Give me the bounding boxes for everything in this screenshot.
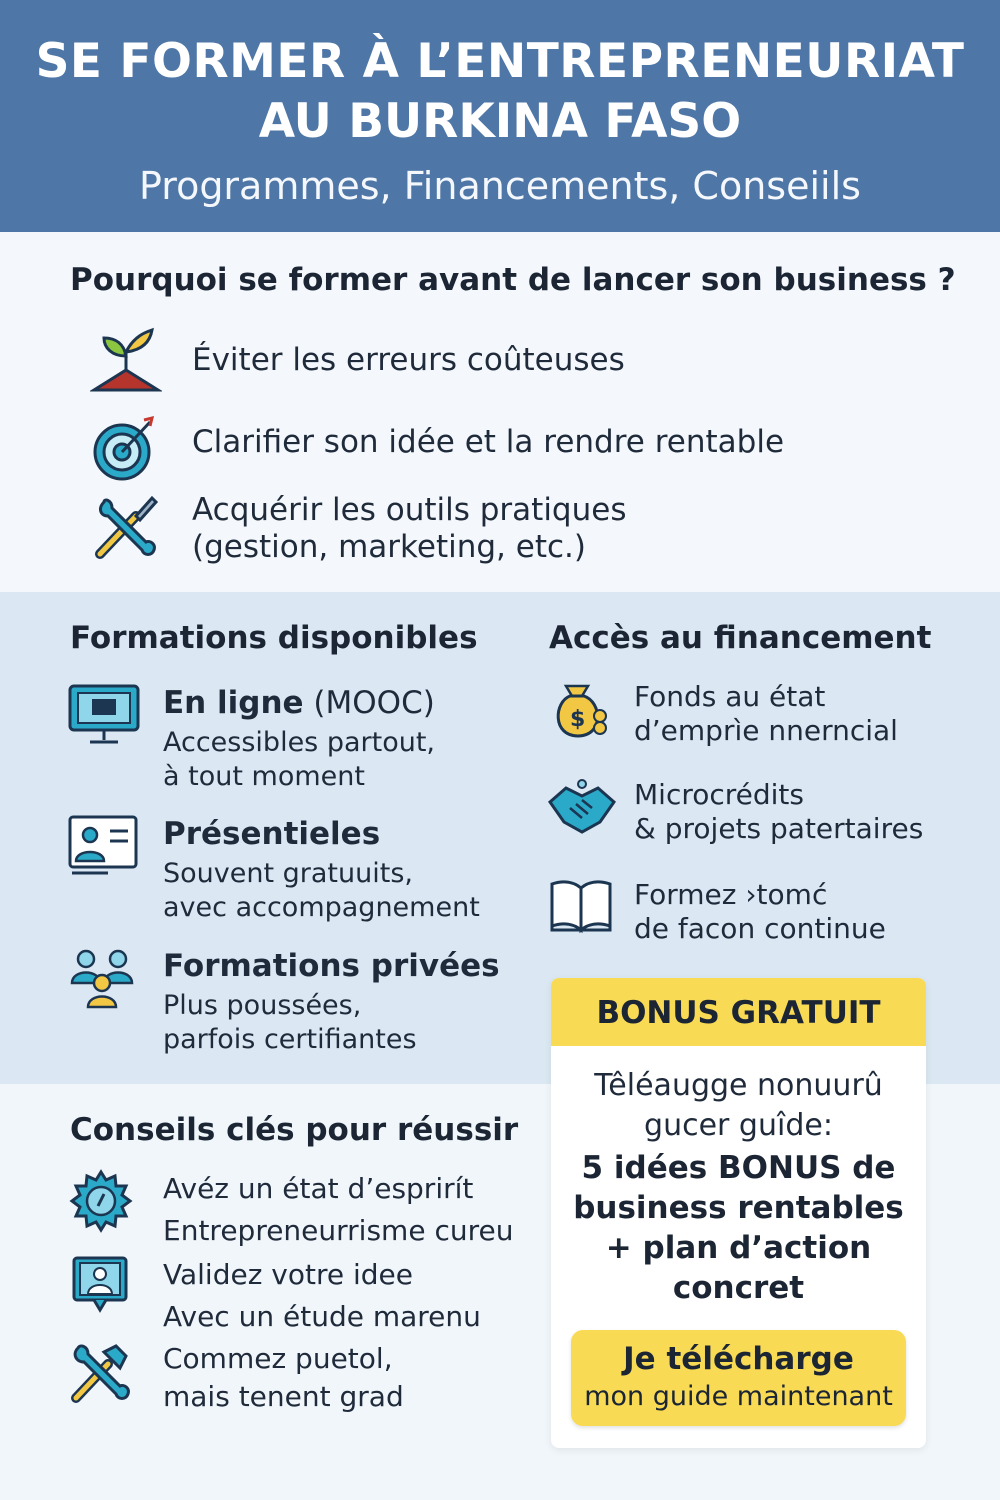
book-icon [548,878,618,944]
why-item-text [192,424,784,461]
download-guide-button[interactable] [571,1330,906,1426]
subtitle: Programmes, Financements, Conseiils [139,164,861,208]
formation-item-title [163,947,500,985]
why-item-text [192,492,626,566]
formation-desc-line: Souvent gratuuits, [163,858,413,889]
conseil-desc-line: Avec un étude marenu [163,1300,481,1333]
formation-desc-line: à tout moment [163,761,365,792]
svg-text:$: $ [570,707,586,732]
financement-desc-line: Formez ›tomć [634,878,828,911]
computer-icon [68,684,140,750]
formation-desc-line: Plus poussées, [163,990,362,1021]
why-title: Pourquoi se former avant de lancer son business ? [70,262,956,298]
bonus-card [551,978,926,1448]
cta-line-1: Je télécharge [623,1341,854,1377]
bonus-highlight-line: concret [672,1270,805,1306]
why-section [0,232,1000,592]
bonus-intro-line: Têléaugge nonuurû [594,1068,883,1103]
why-item-line: (gestion, marketing, etc.) [192,529,586,565]
bonus-highlight-line: 5 idées BONUS de [581,1150,896,1186]
formations-title: Formations disponibles [70,620,478,656]
why-item-text [192,342,625,379]
target-icon [90,412,162,484]
formation-desc-line: Accessibles partout, [163,727,436,758]
bonus-intro [551,1066,926,1146]
financement-item-desc [634,878,886,946]
bonus-highlight-line: business rentables [573,1190,904,1226]
conseil-item-desc [163,1168,513,1252]
presentation-icon [68,1254,136,1320]
bonus-highlight-line: + plan d’action [605,1230,872,1266]
financement-desc-line: de facon continue [634,912,886,945]
why-item-line: Éviter les erreurs coûteuses [192,342,625,378]
bonus-highlight [551,1148,926,1308]
conseil-desc-line: Commez puetol, [163,1342,393,1375]
financement-item-desc [634,680,898,748]
conseils-title: Conseils clés pour réussir [70,1112,519,1148]
conseil-item-desc [163,1254,481,1338]
financement-desc-line: & projets patertaires [634,812,924,845]
people-icon [68,947,140,1013]
handshake-icon [548,778,618,844]
formation-item-desc [163,989,417,1057]
title-line-1: SE FORMER À L’ENTREPRENEURIAT [35,34,965,89]
gear-icon [68,1168,136,1234]
sprout-icon [90,326,162,398]
formation-item-desc [163,726,435,794]
bonus-intro-line: gucer guîde: [644,1108,833,1143]
classroom-icon [68,815,140,881]
conseil-desc-line: Entrepreneurrisme cureu [163,1214,514,1247]
financement-desc-line: Microcrédits [634,778,804,811]
tools-icon [68,1340,136,1406]
financement-desc-line: d’emprìe nnerncial [634,714,898,747]
title-line-2: AU BURKINA FASO [258,94,742,149]
formation-title-bold: Formations privées [163,948,500,984]
tools-icon [90,492,162,564]
page-header [0,0,1000,232]
why-item-line: Clarifier son idée et la rendre rentable [192,424,785,460]
bonus-header: BONUS GRATUIT [551,978,926,1046]
formation-item-title [163,684,435,722]
formation-desc-line: avec accompagnement [163,892,480,923]
formation-title-rest: (MOOC) [303,685,435,721]
conseil-desc-line: mais tenent grad [163,1380,404,1413]
formation-title-bold: Présentieles [163,816,381,852]
financement-item-desc [634,778,923,846]
financement-title: Accès au financement [549,620,932,656]
conseil-item-desc [163,1340,404,1416]
why-item-line: Acquérir les outils pratiques [192,492,627,528]
formation-desc-line: parfois certifiantes [163,1024,417,1055]
conseil-desc-line: Avéz un état d’esprirít [163,1172,474,1205]
money-bag-icon [548,680,618,746]
formation-title-bold: En ligne [163,685,304,721]
conseil-desc-line: Validez votre idee [163,1258,414,1291]
formation-item-title [163,815,380,853]
cta-line-2: mon guide maintenant [584,1381,893,1412]
financement-desc-line: Fonds au état [634,680,826,713]
formation-item-desc [163,857,480,925]
